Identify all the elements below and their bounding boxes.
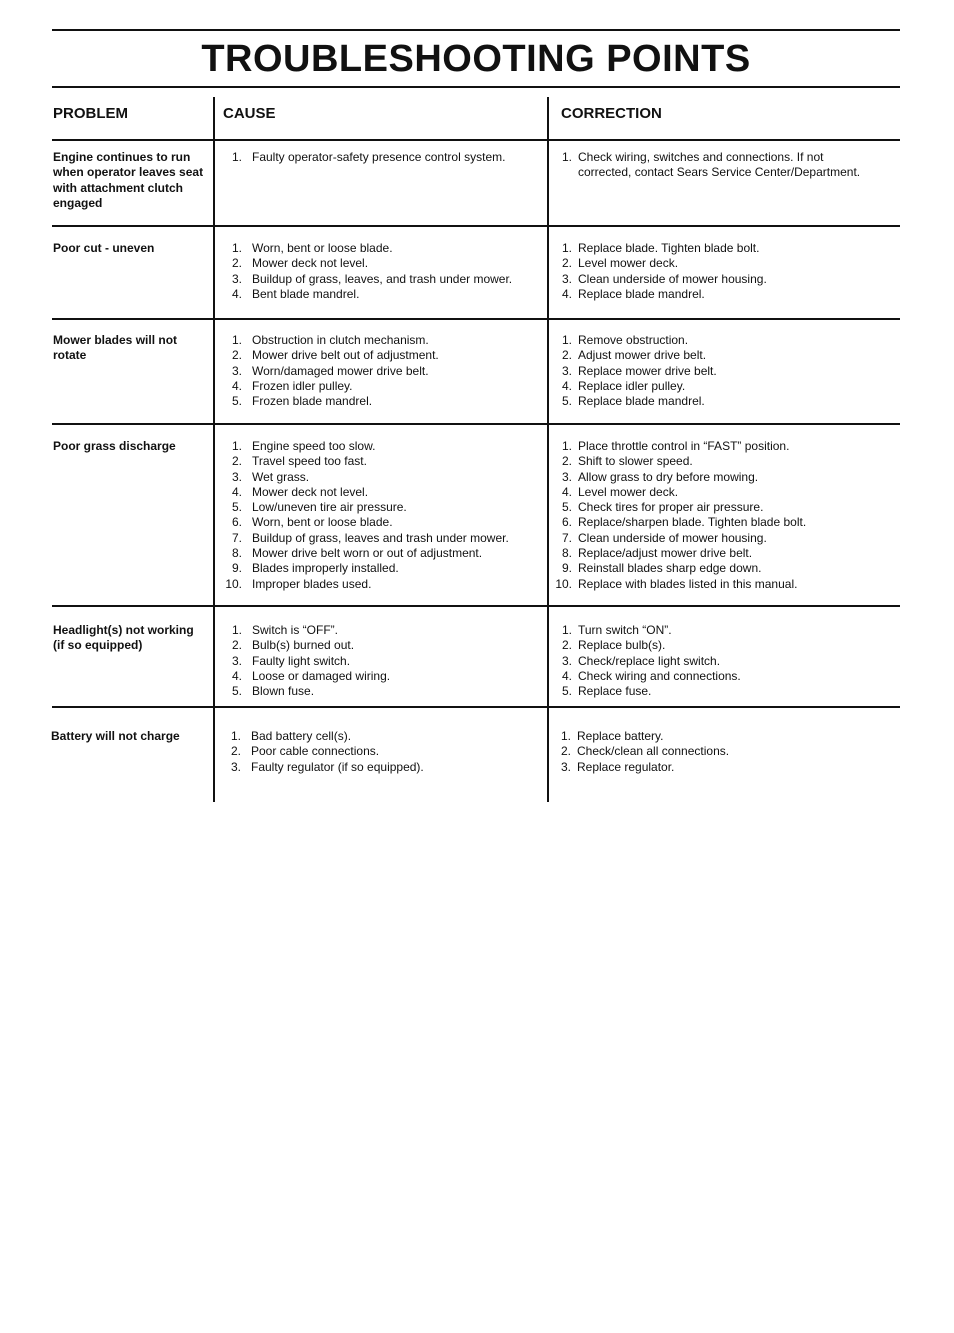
- problem-blades-will-not-rotate: Mower blades will not rotate: [53, 333, 178, 363]
- title-rule: [52, 86, 900, 88]
- row-separator: [52, 706, 900, 708]
- header-cause: CAUSE: [223, 105, 276, 122]
- row-separator: [52, 318, 900, 320]
- row-separator: [52, 605, 900, 607]
- header-problem: PROBLEM: [53, 105, 128, 122]
- problem-poor-cut: Poor cut - uneven: [53, 241, 155, 255]
- problem-headlights-not-working: Headlight(s) not working (if so equipped): [53, 623, 194, 653]
- problem-poor-grass-discharge: Poor grass discharge: [53, 439, 176, 453]
- row-separator: [52, 423, 900, 425]
- column-divider-cause: [213, 97, 215, 802]
- column-divider-correction: [547, 97, 549, 802]
- top-rule: [52, 29, 900, 31]
- page-title: TROUBLESHOOTING POINTS: [201, 38, 751, 80]
- problem-battery-will-not-charge: Battery will not charge: [51, 729, 180, 743]
- row-separator: [52, 225, 900, 227]
- row-separator: [52, 139, 900, 141]
- header-correction: CORRECTION: [561, 105, 662, 122]
- troubleshooting-page: TROUBLESHOOTING POINTS PROBLEM CAUSE CORRECTION Engine continues to run when operator leaves seat with attachment clutch engaged 1. Faulty operator-safety presence control system. 1. Check wiring, switches and connections. If not corrected, contact Sears Service Center/Department. Poor cut - uneven 1. Worn, bent or loose blade. 2. Mower deck not level. 3. Buildup of grass, leaves, and trash under mower. 4. Bent blade mandrel. 1. Replace blade. Tighten blade bolt. 2. Level mower deck. 3. Clean underside of mower housing. 4. Replace blade mandrel. Mower blades will not rotate 1. Obstruction in clutch mechanism. 2. Mower drive belt out of adjustment. 3. Worn/damaged mower drive belt. 4. Frozen idler pulley. 5. Frozen blade mandrel. 1. Remove obstruction. 2. Adjust mower drive belt. 3. Replace mower drive belt. 4. Replace idler pulley. 5. Replace blade mandrel. Poor grass discharge 1. Engine speed too slow. 2. Travel speed too fast. 3. Wet grass. 4. Mower deck not level. 5. Low/uneven tire air pressure. 6. Worn, bent or loose blade. 7. Buildup of grass, leaves and trash under mower. 8. Mower drive belt worn or out of adjustment. 9. Blades improperly installed. 10. Improper blades used. 1. Place throttle control in “FAST” position. 2. Shift to slower speed. 3. Allow grass to dry before mowing. 4. Level mower deck. 5. Check tires for proper air pressure. 6. Replace/sharpen blade. Tighten blade bolt. 7. Clean underside of mower housing. 8. Replace/adjust mower drive belt. 9. Reinstall blades sharp edge down. 10. Replace with blades listed in this manual. Headlight(s) not working (if so equipped) 1. Switch is “OFF”. 2. Bulb(s) burned out. 3. Faulty light switch. 4. Loose or damaged wiring. 5. Blown fuse. 1. Turn switch “ON”. 2. Replace bulb(s). 3. Check/replace light switch. 4. Check wiring and connections. 5. Replace fuse. Battery will not charge 1. Bad battery cell(s). 2. Poor cable connections. 3. Faulty regulator (if so equipped). 1. Replace battery. 2. Check/clean all connections. 3. Replace regulator.: [0, 0, 954, 1333]
- problem-engine-continues: Engine continues to run when operator leaves seat with attachment clutch engaged: [53, 150, 204, 210]
